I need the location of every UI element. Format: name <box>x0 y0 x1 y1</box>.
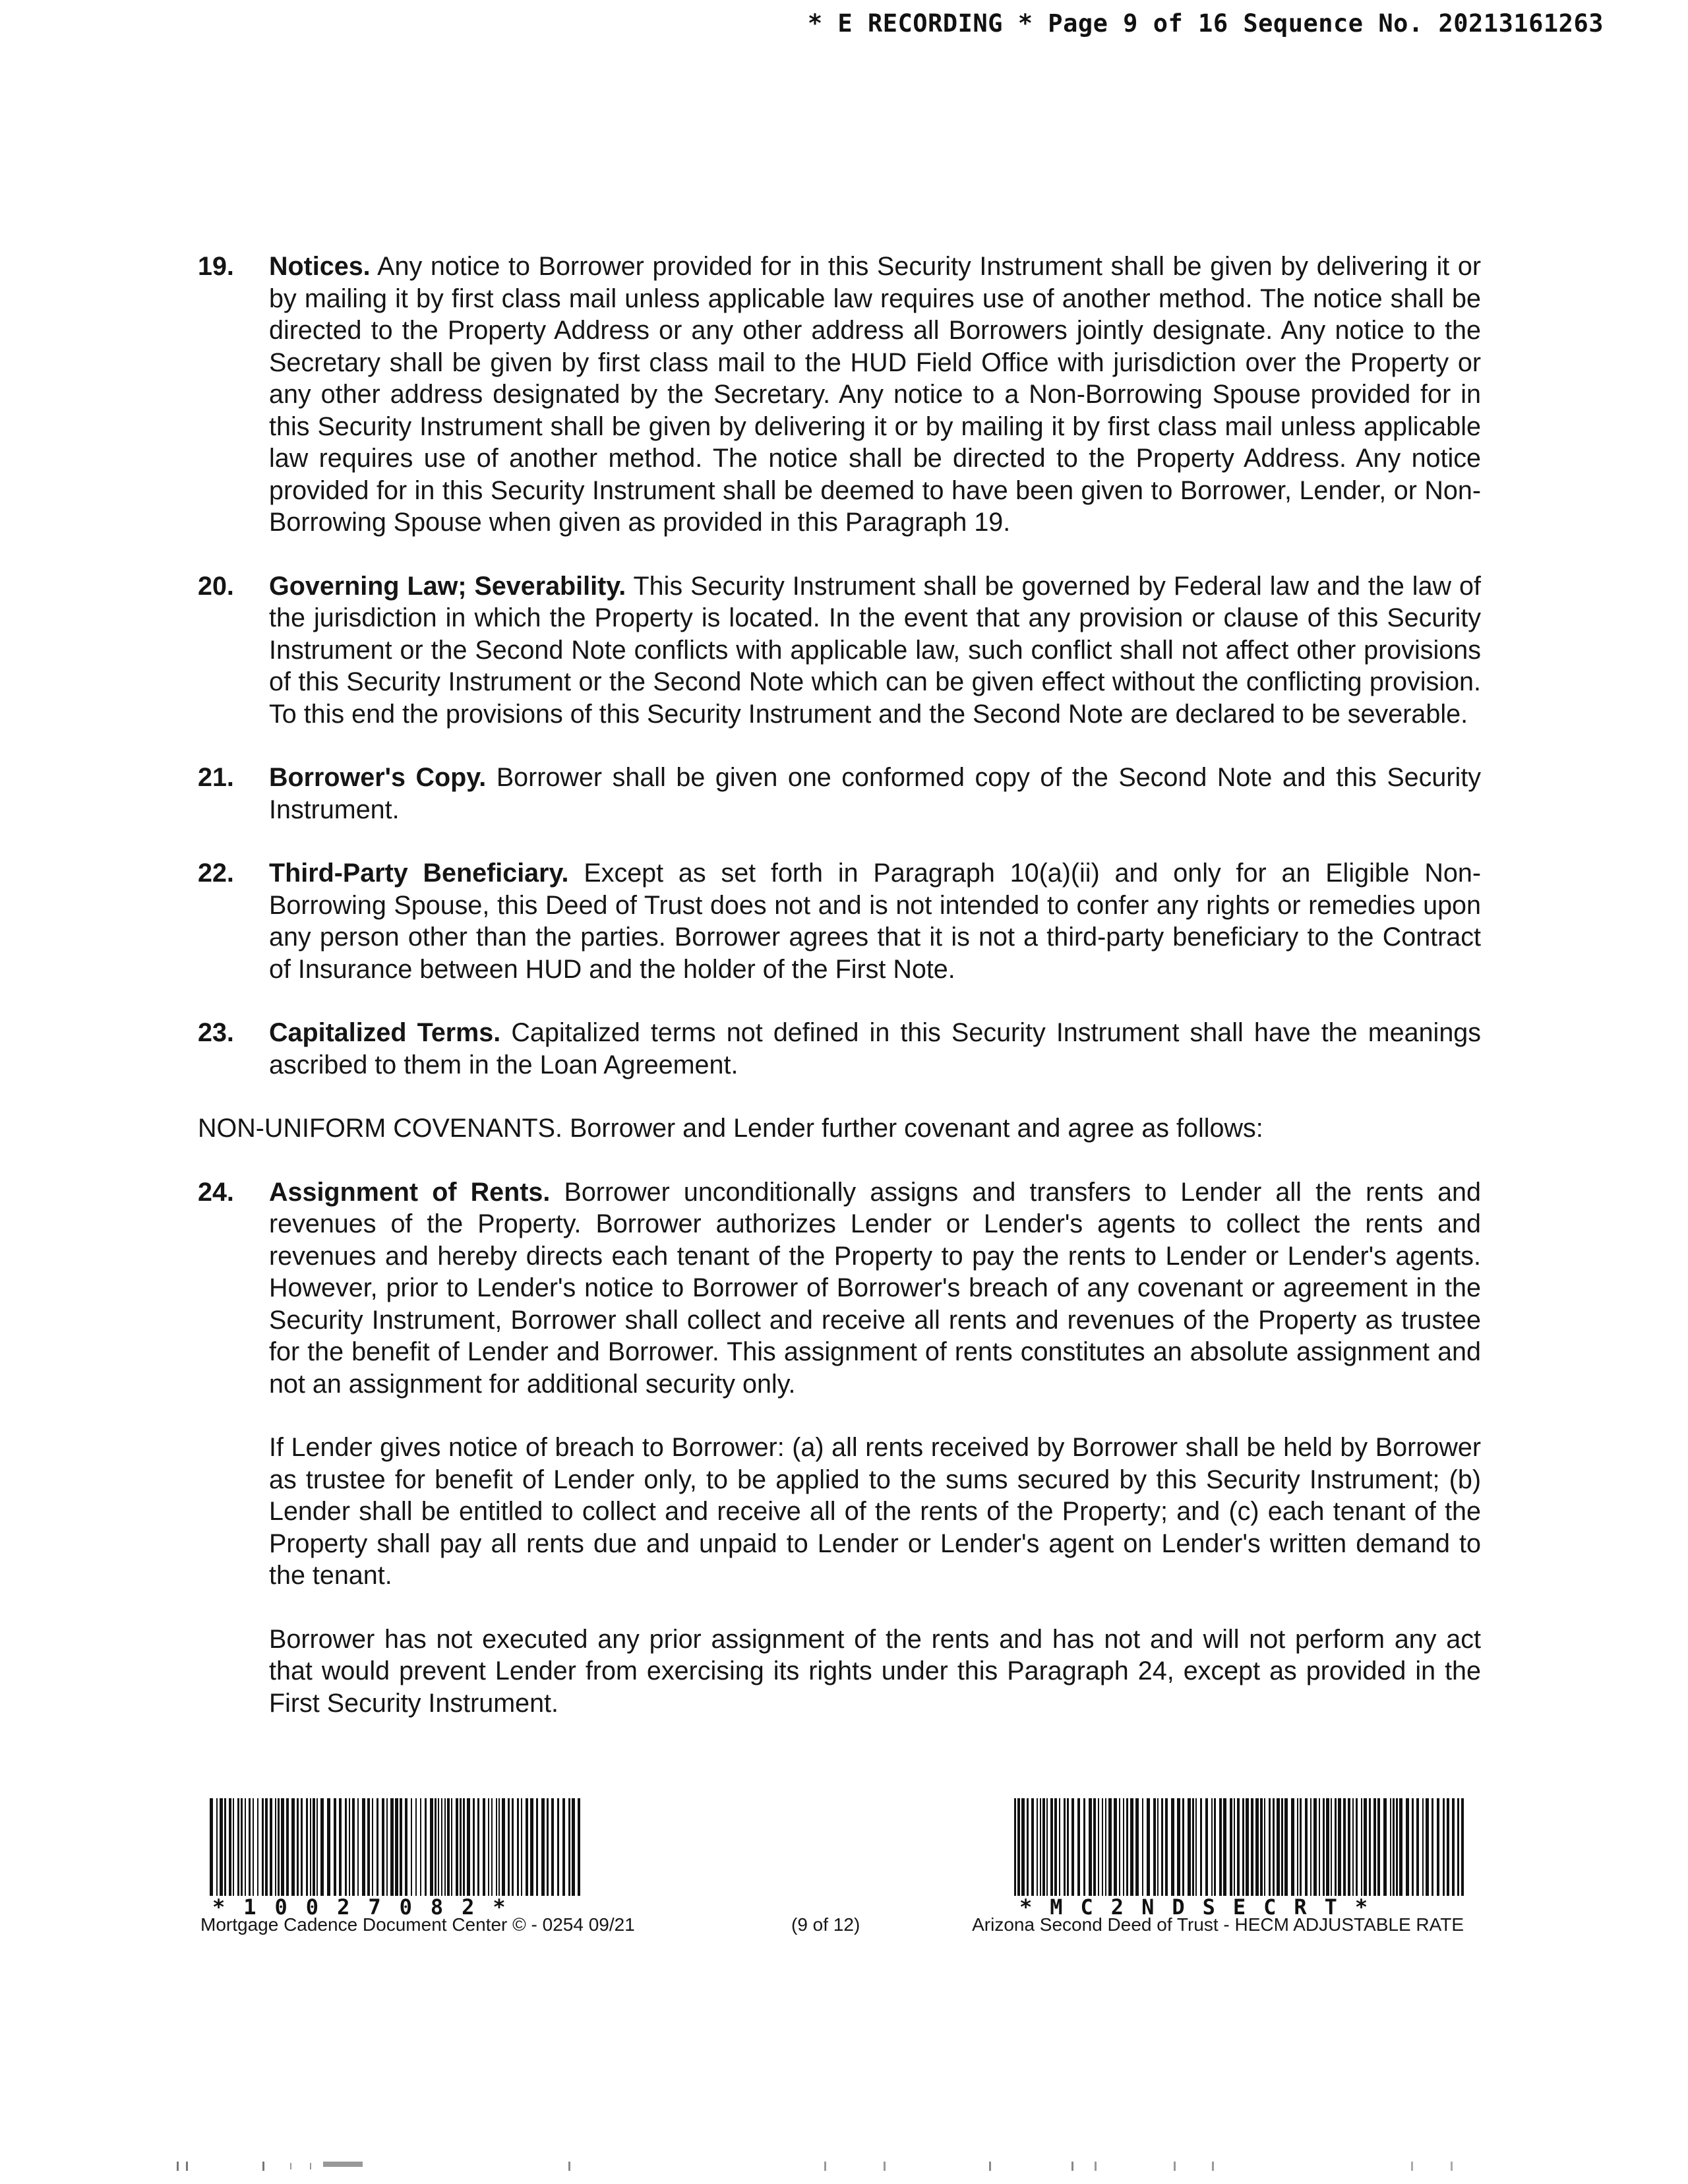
non-uniform-covenants-heading: NON-UNIFORM COVENANTS. Borrower and Lender further covenant and agree as follows: <box>198 1114 1263 1143</box>
recording-header: * E RECORDING * Page 9 of 16 Sequence No. 20213161263 <box>807 9 1604 38</box>
footer-page-number: (9 of 12) <box>791 1914 860 1935</box>
section-number: 21. <box>198 763 234 792</box>
section-title: Capitalized Terms. <box>269 1018 501 1047</box>
document-body <box>198 251 1481 1751</box>
section-20 <box>198 570 1481 731</box>
section-24 <box>198 1176 1481 1401</box>
section-21 <box>198 762 1481 826</box>
section-title: Notices. <box>269 252 371 281</box>
section-text: Except as set forth in Paragraph 10(a)(ii) and only for an Eligible Non-Borrowing Spouse, this Deed of Trust does not and is not intended to confer any rights or remedies upon any person other than the parties. Borrower agrees that it is not a third-party beneficiary to the Contract of Insurance between HUD and the holder of the First Note. <box>269 859 1482 984</box>
section-number: 23. <box>198 1018 234 1047</box>
section-text: Capitalized terms not defined in this Security Instrument shall have the meanings ascribed to them in the Loan Agreement. <box>269 1018 1481 1079</box>
footer-form-title: Arizona Second Deed of Trust - HECM ADJUSTABLE RATE <box>972 1914 1464 1935</box>
footer-document-center: Mortgage Cadence Document Center © - 0254 09/21 <box>200 1914 635 1935</box>
scan-artifacts <box>0 2156 1688 2176</box>
section-number: 19. <box>198 252 234 281</box>
form-code-barcode-text: *MC2NDSECRT* <box>1019 1895 1386 1920</box>
section-text: Borrower unconditionally assigns and transfers to Lender all the rents and revenues of the Property. Borrower authorizes Lender or Lender's agents to collect the rents and revenues and hereby directs each tenant of the Property to pay the rents to Lender or Lender's agents. However, prior to Lender's notice to Borrower of Borrower's breach of any covenant or agreement in the Security Instrument, Borrower shall collect and receive all rents and revenues of the Property as trustee for the benefit of Lender and Borrower. This assignment of rents constitutes an absolute assignment and not an assignment for additional security only. <box>269 1177 1481 1399</box>
section-23 <box>198 1017 1481 1081</box>
document-id-barcode-text: *10027082* <box>212 1895 524 1920</box>
section-19 <box>198 251 1481 539</box>
section-24-paragraph-3: Borrower has not executed any prior assignment of the rents and has not and will not perform any act that would prevent Lender from exercising its rights under this Paragraph 24, except as provided in the First Security Instrument. <box>269 1624 1481 1718</box>
section-title: Assignment of Rents. <box>269 1177 551 1207</box>
form-code-barcode <box>1014 1798 1464 1896</box>
section-number: 22. <box>198 859 234 888</box>
section-text: Borrower shall be given one conformed copy of the Second Note and this Security Instrument. <box>269 763 1482 824</box>
section-title: Third-Party Beneficiary. <box>269 859 569 888</box>
section-text: This Security Instrument shall be governed by Federal law and the law of the jurisdiction in which the Property is located. In the event that any provision or clause of this Security Instrument or the Second Note conflicts with applicable law, such conflict shall not affect other provisions of this Security Instrument or the Second Note which can be given effect without the conflicting provision. To this end the provisions of this Security Instrument and the Second Note are declared to be severable. <box>269 571 1481 729</box>
section-title: Borrower's Copy. <box>269 763 487 792</box>
section-number: 24. <box>198 1177 234 1207</box>
document-id-barcode <box>210 1798 582 1896</box>
section-24-paragraph-2: If Lender gives notice of breach to Borrower: (a) all rents received by Borrower shall be held by Borrower as trustee for benefit of Lender only, to be applied to the sums secured by this Security Instrument; (b) Lender shall be entitled to collect and receive all of the rents of the Property; and (c) each tenant of the Property shall pay all rents due and unpaid to Lender or Lender's agent on Lender's written demand to the tenant. <box>269 1433 1481 1590</box>
section-number: 20. <box>198 571 234 601</box>
section-title: Governing Law; Severability. <box>269 571 626 601</box>
section-text: Any notice to Borrower provided for in this Security Instrument shall be given by delivering it or by mailing it by first class mail unless applicable law requires use of another method. The notice shall be directed to the Property Address or any other address all Borrowers jointly designate. Any notice to the Secretary shall be given by first class mail to the HUD Field Office with jurisdiction over the Property or any other address designated by the Secretary. Any notice to a Non-Borrowing Spouse provided for in this Security Instrument shall be given by delivering it or by mailing it by first class mail unless applicable law requires use of another method. The notice shall be directed to the Property Address. Any notice provided for in this Security Instrument shall be deemed to have been given to Borrower, Lender, or Non-Borrowing Spouse when given as provided in this Paragraph 19. <box>269 252 1481 537</box>
section-22 <box>198 857 1481 985</box>
